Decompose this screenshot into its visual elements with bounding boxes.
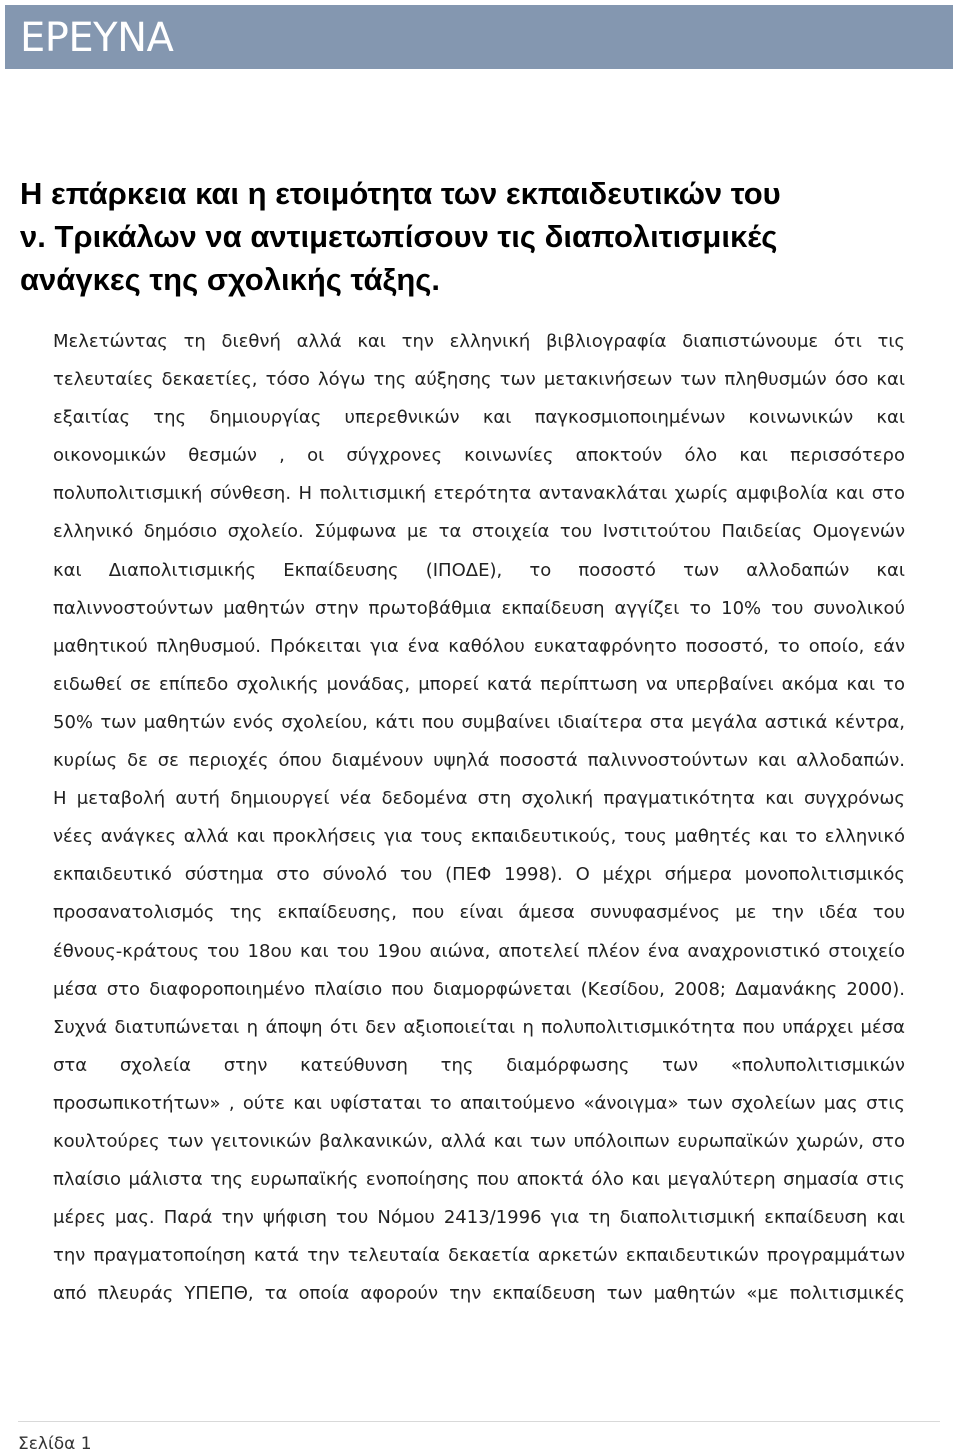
paragraph-line: παλιννοστούντων μαθητών στην πρωτοβάθμια εκπαίδευση αγγίζει το 10% του συνολικού — [53, 597, 905, 619]
paragraph-line: κουλτούρες των γειτονικών βαλκανικών, αλλά και των υπόλοιπων ευρωπαϊκών χωρών, στο — [53, 1130, 905, 1152]
paragraph-line: εξαιτίας της δημιουργίας υπερεθνικών και παγκοσμιοποιημένων κοινωνικών και — [53, 407, 905, 429]
paragraph-line: κυρίως δε σε περιοχές όπου διαμένουν υψηλά ποσοστά παλιννοστούντων και αλλοδαπών. — [53, 750, 905, 772]
paragraph-line: Μελετώντας τη διεθνή αλλά και την ελληνική βιβλιογραφία διαπιστώνουμε ότι τις — [53, 331, 905, 352]
paragraph-line: έθνους-κράτους του 18ου και του 19ου αιώνα, αποτελεί πλέον ένα αναχρονιστικό στοιχείο — [53, 940, 905, 962]
paragraph-line: Συχνά διατυπώνεται η άποψη ότι δεν αξιοποιείται η πολυπολιτισμικότητα που υπάρχει μέσα — [53, 1016, 905, 1038]
paragraph-line: 50% των μαθητών ενός σχολείου, κάτι που συμβαίνει ιδιαίτερα στα μεγάλα αστικά κέντρα, — [53, 711, 905, 733]
paragraph-line: προσωπικοτήτων» , ούτε και υφίσταται το απαιτούμενο «άνοιγμα» των σχολείων μας στις — [53, 1092, 905, 1114]
page-number: Σελίδα 1 — [18, 1434, 92, 1454]
article-title-line: ανάγκες της σχολικής τάξης. — [20, 262, 441, 297]
paragraph-line: πολυπολιτισμική σύνθεση. Η πολιτισμική ετερότητα αντανακλάται χωρίς αμφιβολία και στο — [53, 483, 905, 505]
article-title — [20, 172, 920, 301]
paragraph-line: από πλευράς ΥΠΕΠΘ, τα οποία αφορούν την εκπαίδευση των μαθητών «με πολιτισμικές — [53, 1283, 905, 1305]
paragraph-line: μέσα στο διαφοροποιημένο πλαίσιο που διαμορφώνεται (Κεσίδου, 2008; Δαμανάκης 2000). — [53, 978, 905, 1000]
header-title: ΕΡΕΥΝΑ — [20, 15, 174, 61]
paragraph-line: τελευταίες δεκαετίες, τόσο λόγω της αύξησης των μετακινήσεων των πληθυσμών όσο και — [53, 369, 905, 391]
paragraph-line: ειδωθεί σε επίπεδο σχολικής μονάδας, μπορεί κατά περίπτωση να υπερβαίνει ακόμα και το — [53, 673, 905, 695]
paragraph-line: εκπαιδευτικό σύστημα στο σύνολό του (ΠΕΦ 1998). Ο μέχρι σήμερα μονοπολιτισμικός — [53, 864, 905, 886]
paragraph-line: προσανατολισμός της εκπαίδευσης, που είναι άμεσα συνυφασμένος με την ιδέα του — [53, 902, 905, 924]
article-title-line: ν. Τρικάλων να αντιμετωπίσουν τις διαπολιτισμικές — [20, 219, 778, 254]
paragraph-line: την πραγματοποίηση κατά την τελευταία δεκαετία αρκετών εκπαιδευτικών προγραμμάτων — [53, 1245, 905, 1267]
paragraph-line: νέες ανάγκες αλλά και προκλήσεις για τους εκπαιδευτικούς, τους μαθητές και το ελληνικό — [53, 826, 905, 848]
paragraph-line: στα σχολεία στην κατεύθυνση της διαμόρφωσης των «πολυπολιτισμικών — [53, 1054, 905, 1076]
paragraph-line: μέρες μας. Παρά την ψήφιση του Νόμου 2413/1996 για τη διαπολιτισμική εκπαίδευση και — [53, 1207, 905, 1229]
paragraph-line: οικονομικών θεσμών , οι σύγχρονες κοινωνίες αποκτούν όλο και περισσότερο — [53, 445, 905, 467]
paragraph-line: πλαίσιο μάλιστα της ευρωπαϊκής ενοποίησης που αποκτά όλο και μεγαλύτερη σημασία στις — [53, 1169, 905, 1191]
paragraph-line: μαθητικού πληθυσμού. Πρόκειται για ένα καθόλου ευκαταφρόνητο ποσοστό, το οποίο, εάν — [53, 635, 905, 657]
body-paragraph — [53, 323, 905, 1313]
paragraph-line: ελληνικό δημόσιο σχολείο. Σύμφωνα με τα στοιχεία του Ινστιτούτου Παιδείας Ομογενών — [53, 521, 905, 543]
paragraph-line: και Διαπολιτισμικής Εκπαίδευσης (ΙΠΟΔΕ), το ποσοστό των αλλοδαπών και — [53, 559, 905, 581]
header-bar — [5, 5, 953, 69]
paragraph-line: Η μεταβολή αυτή δημιουργεί νέα δεδομένα στη σχολική πραγματικότητα και συγχρόνως — [53, 788, 905, 810]
footer-divider — [18, 1421, 940, 1422]
article-title-line: Η επάρκεια και η ετοιμότητα των εκπαιδευτικών του — [20, 176, 781, 211]
